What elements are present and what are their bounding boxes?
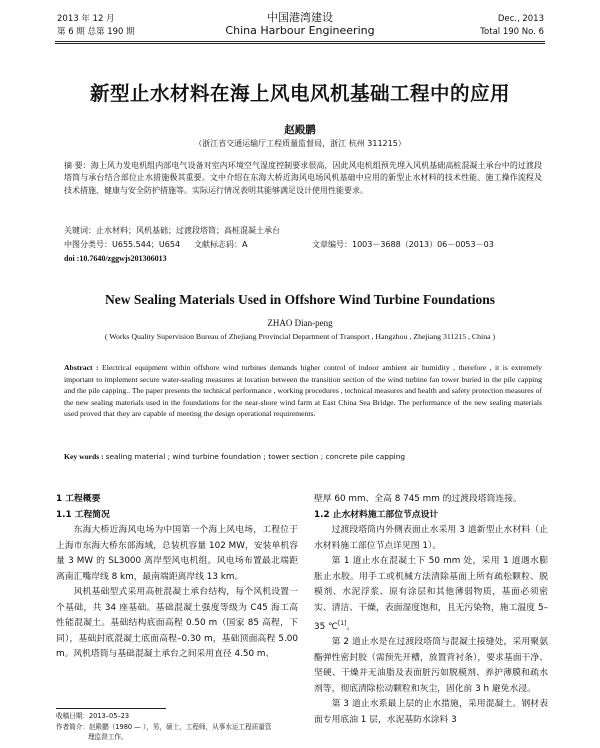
abstract-en-text: Electrical equipment within offshore wind turbines demands higher control of indoor ambient air humidity , therefore , it is extremely important to implement secure water-sealing measures at location between the transition section of the wind turbine fan tower buried in the pile capping and the pile capping.. The paper presents the technical performance , working procedures , technical measures and health and safety protection measures of the new sealing materials used in the foundations for the near-shore wind farm at East China Sea Bridge. The performance of the new sealing materials used proved that they are capable of meeting the design operational requirements. (64, 363, 543, 418)
body-paragraph: 过渡段塔筒内外侧表面止水采用 3 道新型止水材料（止水材料施工部位节点详见图 1）。 (314, 525, 548, 551)
footnote-received: 收稿日期：2013–05–23 (56, 712, 130, 720)
body-paragraph: 东海大桥近海风电场为中国第一个海上风电场，工程位于上海市东海大桥东部海域，总装机容量 102 MW，安装单机容量 3 MW 的 SL3000 离岸型风电机组。风电场布置最北端距离南汇嘴岸线 8 km，最南端距离岸线 13 km。 (56, 525, 298, 582)
author-cn: 赵殿鹏 (284, 124, 316, 136)
header-volume-en: Total 190 No. 6 (480, 27, 544, 37)
author-en: ZHAO Dian-peng (267, 318, 333, 328)
section-1-1-heading: 1.1 工程简况 (56, 509, 110, 520)
body-column-right (314, 492, 548, 728)
keywords-cn: 关键词：止水材料；风机基础；过渡段塔筒；高桩混凝土承台 (64, 226, 280, 235)
article-title-cn: 新型止水材料在海上风电风机基础工程中的应用 (89, 82, 510, 105)
abstract-en-label: Abstract : (64, 363, 99, 372)
body-paragraph-end: 。 (346, 621, 356, 632)
body-paragraph: 第 2 道止水是在过渡段塔筒与混凝土接缝处，采用聚氨酯弹性密封胶（需预先开槽，放置背衬条），要求基面干净、坚硬、干燥并无油脂及表面脏污如脱模剂、养护薄膜和疏水剂等，彻底清除松动颗粒和灰尘，固化前 3 h 避免水浸。 (314, 637, 548, 694)
citation-ref: [1] (337, 620, 347, 627)
header-issue-number: 第 6 期 总第 190 期 (57, 27, 135, 37)
classification-row (64, 239, 542, 251)
keywords-en-text: sealing material ; wind turbine foundation ; tower section ; concrete pile capping (105, 452, 406, 461)
doi: doi :10.7640/zggwjs201306013 (64, 254, 167, 263)
header-journal-en: China Harbour Engineering (225, 24, 375, 37)
keywords-en (64, 452, 542, 461)
keywords-en-label: Key words : (64, 452, 104, 461)
header-rule (55, 41, 545, 42)
abstract-en (64, 362, 542, 420)
header-journal-cn: 中国港湾建设 (267, 11, 333, 24)
header-date-en: Dec., 2013 (497, 14, 544, 24)
body-paragraph (314, 554, 548, 635)
body-column-left (56, 492, 298, 663)
classification-cn: 中图分类号：U655.544；U654 (64, 240, 181, 249)
doc-code-cn: 文献标志码：A (194, 240, 248, 249)
body-paragraph: 风机基础型式采用高桩混凝土承台结构，每个风机设置一个基础，共 34 座基础。基础混凝土强度等级为 C45 海工高性能混凝土。基础结构底面高程 0.50 m（国家 85 高程，下同），基础封底混凝土底面高程–0.30 m，基础顶面高程 5.00 m。风机塔筒与基础混凝土承台之间采用直径 4.50 m、 (56, 587, 298, 659)
footnote-rule (56, 708, 166, 709)
article-title-en: New Sealing Materials Used in Offshore Wind Turbine Foundations (104, 292, 496, 307)
body-paragraph: 壁厚 60 mm、全高 8 745 mm 的过渡段塔筒连接。 (314, 494, 522, 504)
footnote-bio: 作者简介：赵殿鹏（1980 — ），男，硕士，工程师，从事水运工程质量管 (56, 723, 272, 731)
abstract-cn: 摘 要：海上风力发电机组内部电气设备对室内环境空气湿度控制要求很高，因此风电机组预先埋入风机基础高桩混凝土承台中的过渡段塔筒与承台结合部位止水措施极其重要。文中介绍在东海大桥近海风电场风机基础中应用的新型止水材料的技术性能、施工操作流程及技术措施、健康与安全防护措施等。实际运行情况表明其能够满足设计使用性能要求。 (64, 161, 542, 195)
section-1-2-heading: 1.2 止水材料施工部位节点设计 (314, 509, 439, 520)
header-issue-date: 2013 年 12 月 (57, 14, 115, 24)
affiliation-en: ( Works Quality Supervision Bureau of Zhejiang Provincial Department of Transport , Hangzhou , Zhejiang 311215 , China ) (104, 332, 496, 341)
header-rule-2 (55, 43, 545, 44)
article-number-cn: 文章编号：1003－3688（2013）06－0053－03 (312, 240, 494, 249)
affiliation-cn: （浙江省交通运输厅工程质量监督局，浙江 杭州 311215） (194, 139, 406, 148)
section-1-heading: 1 工程概要 (56, 494, 101, 504)
body-paragraph-text: 第 1 道止水在混凝土下 50 mm 处，采用 1 道遇水膨胀止水胶。用手工或机械方法清除基面上所有疏松颗粒、脱模剂、水泥浮浆、原有涂层和其他薄弱物质，基面必须密实、清洁、干燥，表面湿度饱和，且无污染物，施工温度 5–35 ℃ (314, 556, 548, 632)
footnote-bio-cont: 理监督工作。 (88, 733, 128, 741)
body-paragraph: 第 3 道止水系最上层的止水措施，采用混凝土。钢材表面专用底油 1 层，水泥基防水涂料 3 (314, 699, 548, 725)
